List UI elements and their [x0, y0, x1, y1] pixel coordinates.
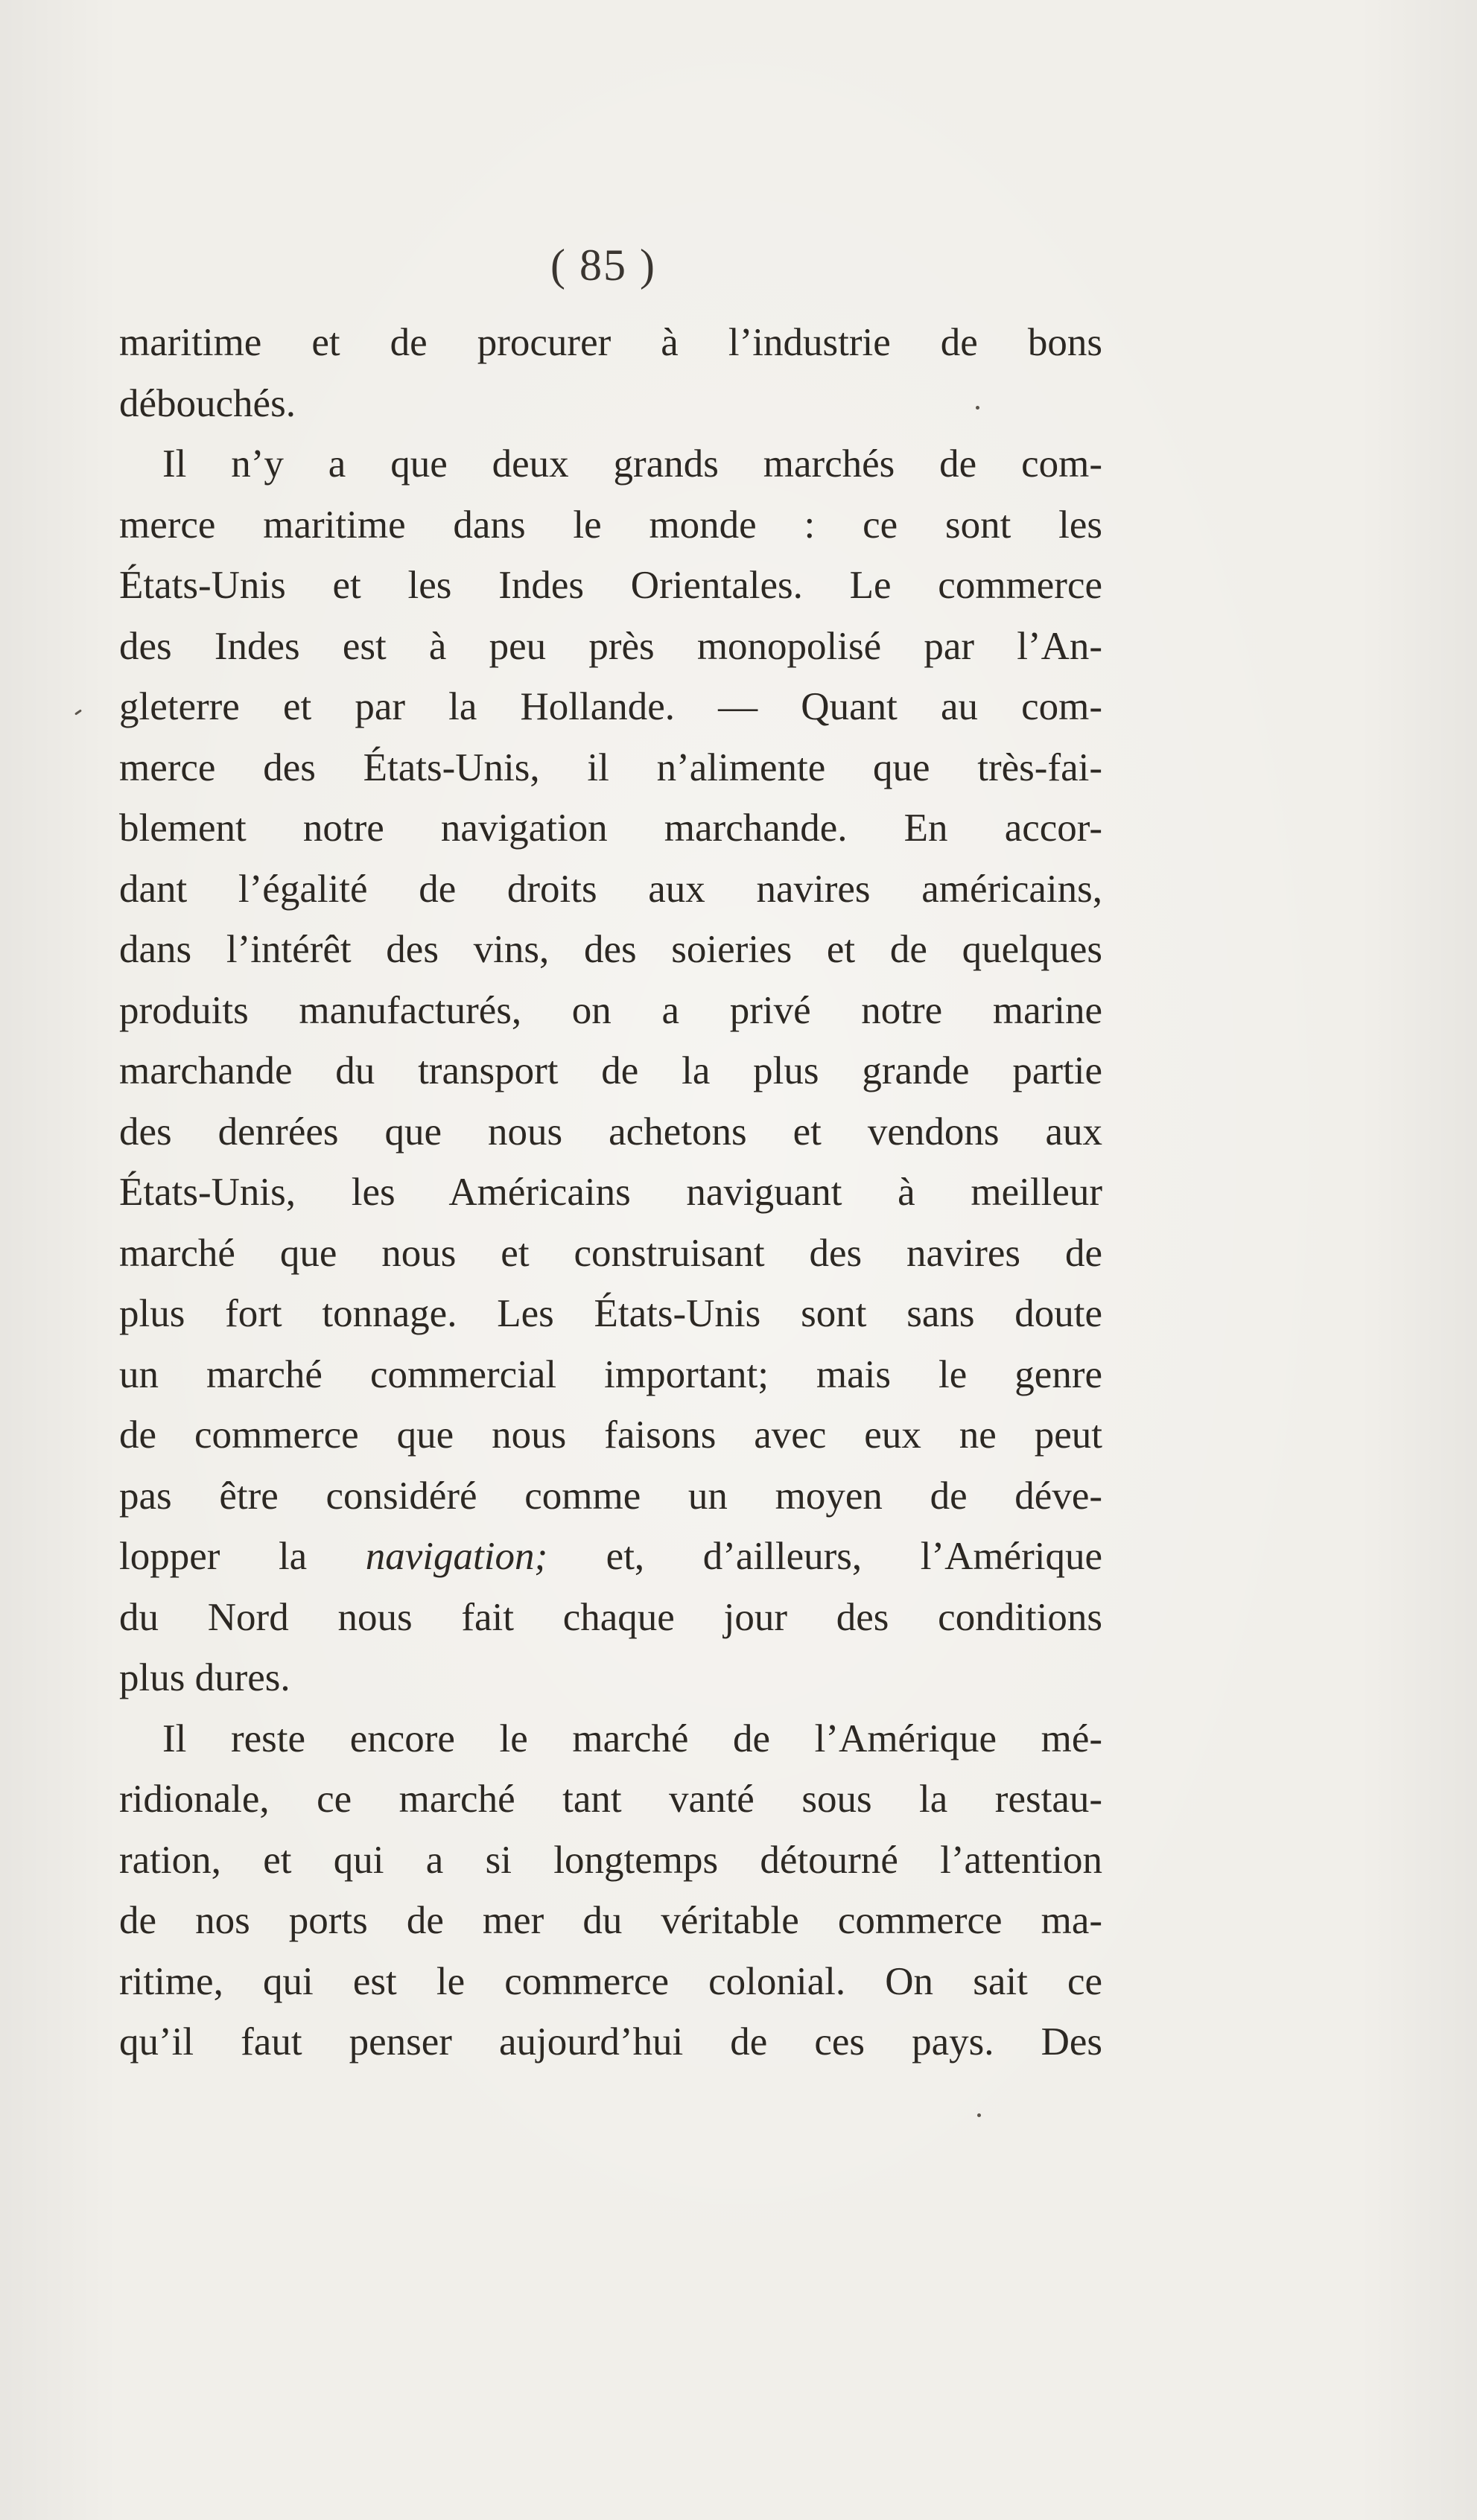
text-line: de nos ports de mer du véritable commerce ma-: [119, 1899, 1102, 1942]
text-line: blement notre navigation marchande. En accor-: [119, 806, 1102, 850]
text-line: États-Unis, les Américains naviguant à meilleur: [119, 1171, 1102, 1214]
text-line: merce des États-Unis, il n’alimente que très-fai-: [119, 745, 1102, 789]
text-line: ration, et qui a si longtemps détourné l’attention: [119, 1838, 1102, 1882]
text-line: plus fort tonnage. Les États-Unis sont sans doute: [119, 1292, 1102, 1335]
paragraph: [119, 1709, 1102, 2073]
text-line: maritime et de procurer à l’industrie de bons: [119, 321, 1102, 364]
text-line: un marché commercial important; mais le genre: [119, 1352, 1102, 1396]
text-line: de commerce que nous faisons avec eux ne peut: [119, 1413, 1102, 1457]
text-line: plus dures.: [119, 1656, 290, 1699]
text-run: et, d’ailleurs, l’Amérique: [547, 1535, 1102, 1578]
paper-speck: [976, 406, 979, 410]
text-line: ridionale, ce marché tant vanté sous la restau-: [119, 1778, 1102, 1821]
text-line: ritime, qui est le commerce colonial. On sait ce: [119, 1959, 1102, 2003]
paper-speck: [977, 2113, 981, 2117]
text-line: des Indes est à peu près monopolisé par l’An-: [119, 624, 1102, 668]
text-line: produits manufacturés, on a privé notre marine: [119, 988, 1102, 1032]
text-line: qu’il faut penser aujourd’hui de ces pays. Des: [119, 2020, 1102, 2064]
text-line: Il reste encore le marché de l’Amérique mé-: [162, 1716, 1102, 1760]
paragraph: [119, 434, 1102, 1709]
italic-word: navigation;: [365, 1535, 548, 1578]
paper-speck: [74, 709, 82, 715]
text-line: merce maritime dans le monde : ce sont les: [119, 503, 1102, 547]
text-line: pas être considéré comme un moyen de déve-: [119, 1474, 1102, 1518]
text-line: dans l’intérêt des vins, des soieries et de quelques: [119, 928, 1102, 971]
text-line: du Nord nous fait chaque jour des conditions: [119, 1595, 1102, 1639]
page-number: ( 85 ): [550, 241, 656, 290]
text-line: Il n’y a que deux grands marchés de com-: [162, 442, 1102, 486]
text-line: gleterre et par la Hollande. — Quant au com-: [119, 685, 1102, 728]
text-line: [119, 1527, 1102, 1588]
text-line: États-Unis et les Indes Orientales. Le commerce: [119, 564, 1102, 607]
text-line: débouchés.: [119, 381, 296, 425]
paragraph: [119, 313, 1102, 434]
body-text: [119, 313, 1102, 2073]
text-line: marché que nous et construisant des navires de: [119, 1231, 1102, 1275]
text-line: dant l’égalité de droits aux navires américains,: [119, 867, 1102, 911]
text-line: marchande du transport de la plus grande partie: [119, 1049, 1102, 1092]
text-run: lopper la: [119, 1535, 366, 1578]
text-line: des denrées que nous achetons et vendons aux: [119, 1110, 1102, 1154]
